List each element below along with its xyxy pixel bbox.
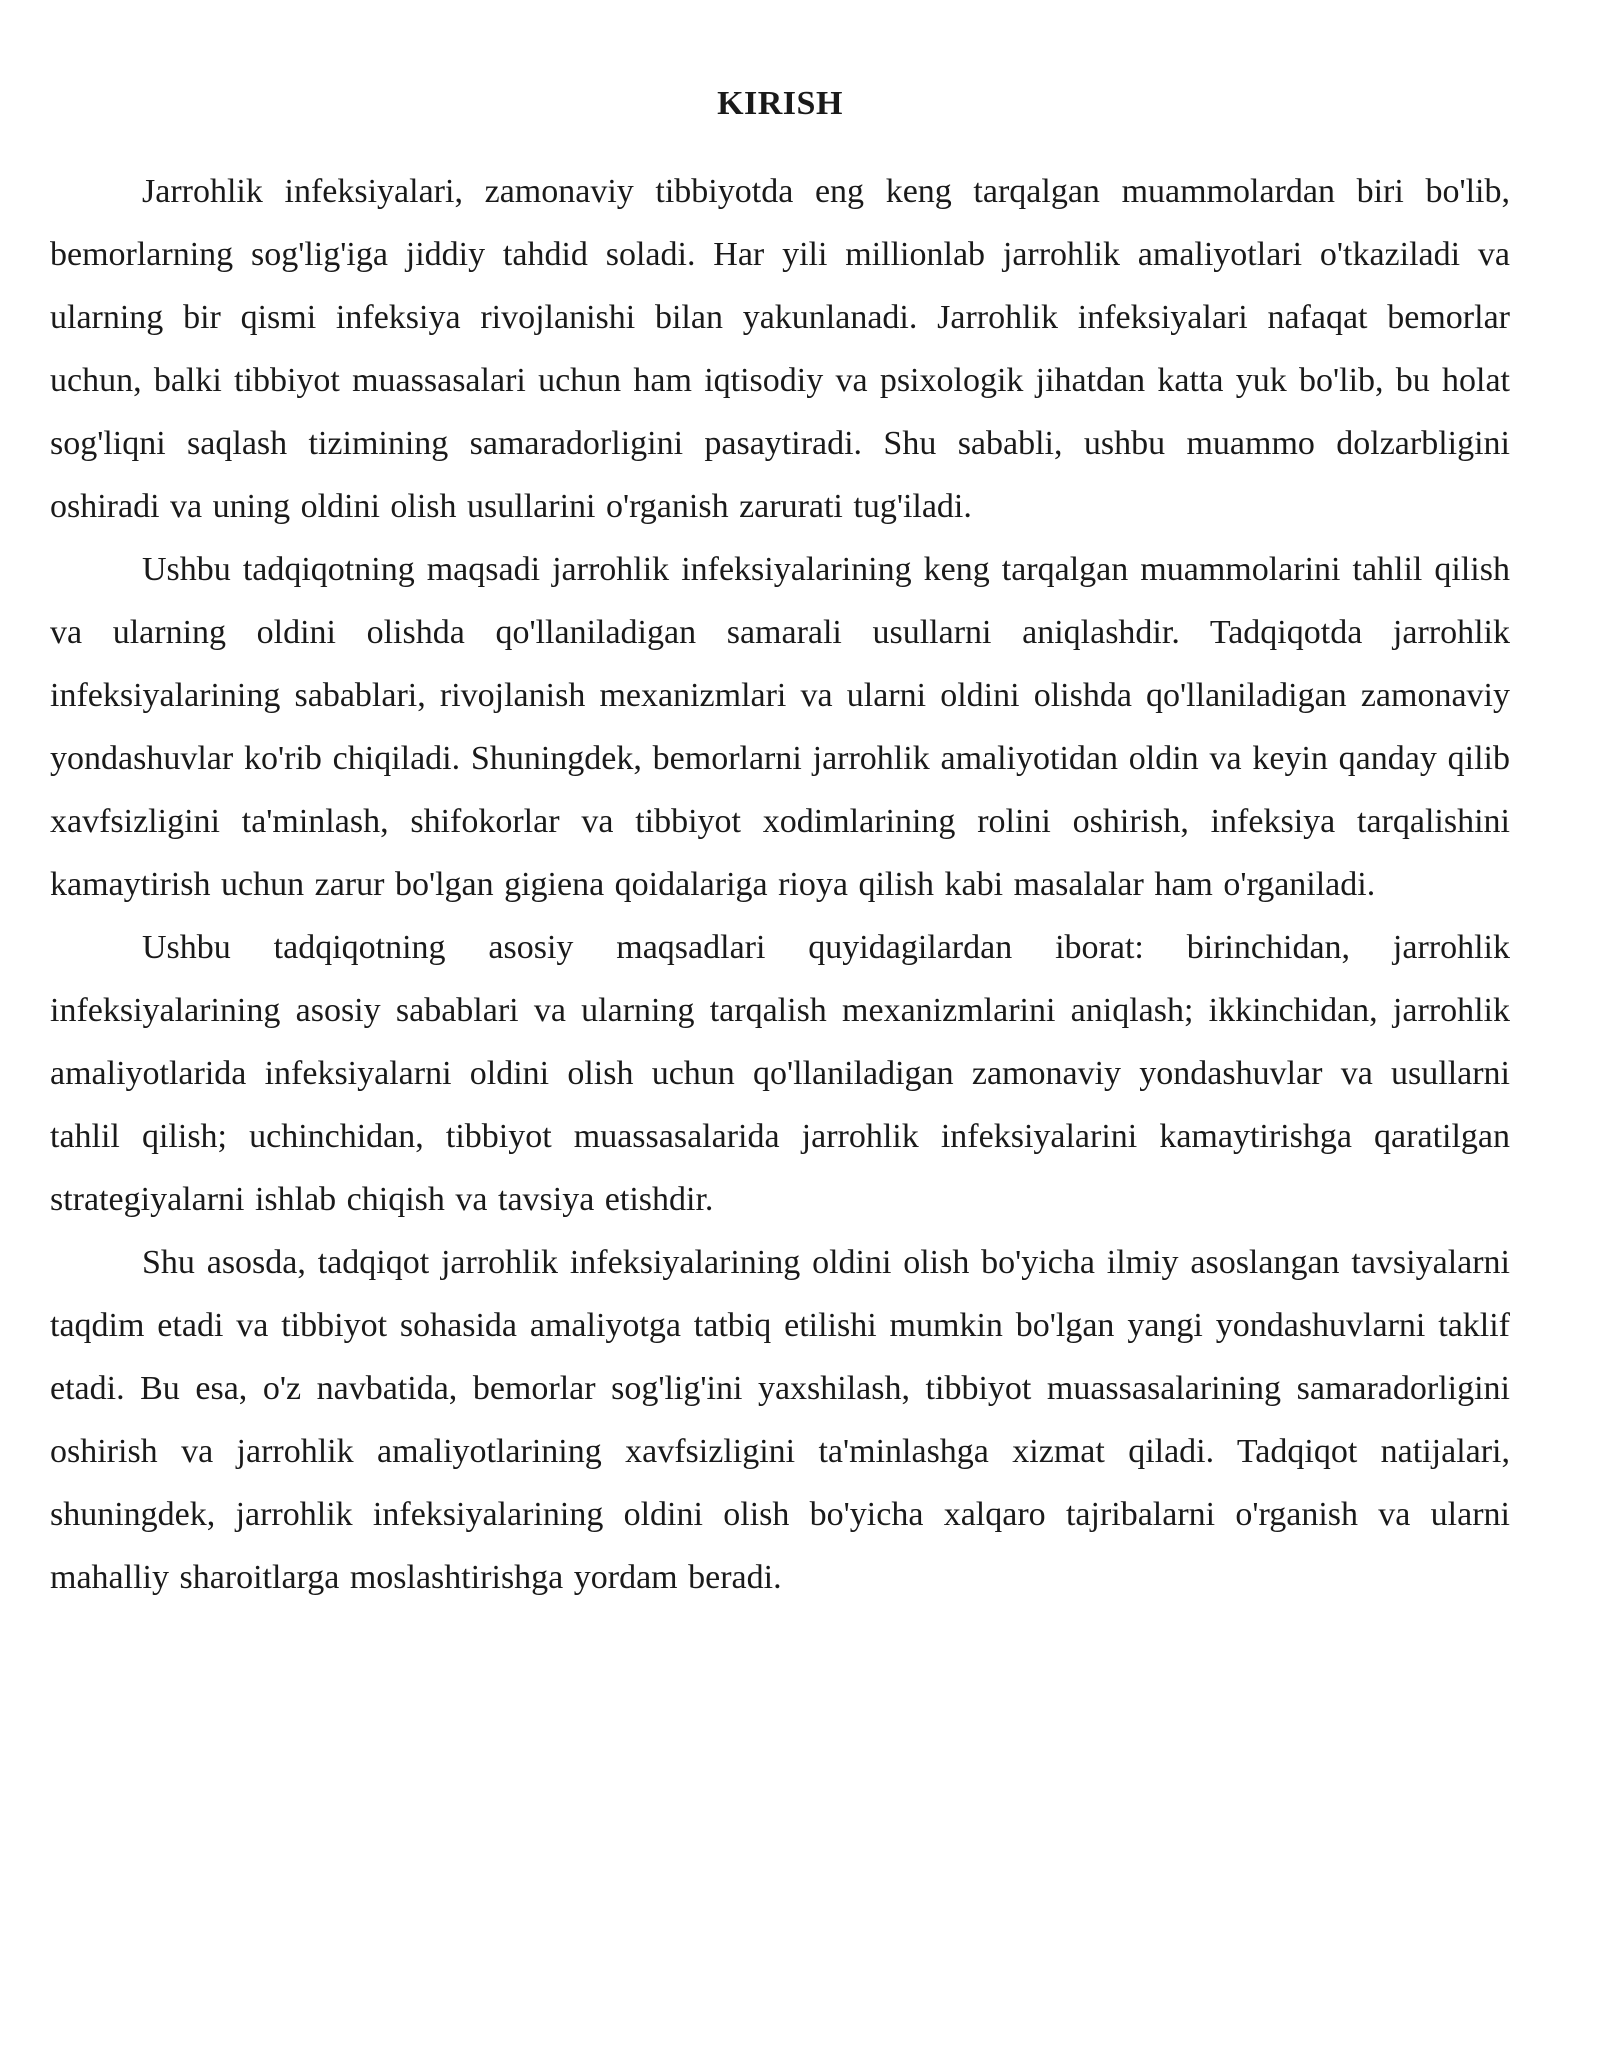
paragraph-4: Shu asosda, tadqiqot jarrohlik infeksiyalarining oldini olish bo'yicha ilmiy asoslangan tavsiyalarni taqdim etadi va tibbiyot sohasida amaliyotga tatbiq etilishi mumkin bo'lgan yangi yondashuvlarni taklif etadi. Bu esa, o'z navbatida, bemorlar sog'lig'ini yaxshilash, tibbiyot muassasalarining samaradorligini oshirish va jarrohlik amaliyotlarining xavfsizligini ta'minlashga xizmat qiladi. Tadqiqot natijalari, shuningdek, jarrohlik infeksiyalarining oldini olish bo'yicha xalqaro tajribalarni o'rganish va ularni mahalliy sharoitlarga moslashtirishga yordam beradi. (50, 1244, 1510, 1596)
paragraph-2: Ushbu tadqiqotning maqsadi jarrohlik infeksiyalarining keng tarqalgan muammolarini tahlil qilish va ularning oldini olishda qo'llaniladigan samarali usullarni aniqlashdir. Tadqiqotda jarrohlik infeksiyalarining sabablari, rivojlanish mexanizmlari va ularni oldini olishda qo'llaniladigan zamonaviy yondashuvlar ko'rib chiqiladi. Shuningdek, bemorlarni jarrohlik amaliyotidan oldin va keyin qanday qilib xavfsizligini ta'minlash, shifokorlar va tibbiyot xodimlarining rolini oshirish, infeksiya tarqalishini kamaytirish uchun zarur bo'lgan gigiena qoidalariga rioya qilish kabi masalalar ham o'rganiladi. (50, 551, 1510, 903)
paragraph-3: Ushbu tadqiqotning asosiy maqsadlari quyidagilardan iborat: birinchidan, jarrohlik infeksiyalarining asosiy sabablari va ularning tarqalish mexanizmlarini aniqlash; ikkinchidan, jarrohlik amaliyotlarida infeksiyalarni oldini olish uchun qo'llaniladigan zamonaviy yondashuvlar va usullarni tahlil qilish; uchinchidan, tibbiyot muassasalarida jarrohlik infeksiyalarini kamaytirishga qaratilgan strategiyalarni ishlab chiqish va tavsiya etishdir. (50, 929, 1510, 1218)
page-title: KIRISH (717, 85, 843, 122)
document-body (50, 160, 1510, 1609)
paragraph-1: Jarrohlik infeksiyalari, zamonaviy tibbiyotda eng keng tarqalgan muammolardan biri bo'lib, bemorlarning sog'lig'iga jiddiy tahdid soladi. Har yili millionlab jarrohlik amaliyotlari o'tkaziladi va ularning bir qismi infeksiya rivojlanishi bilan yakunlanadi. Jarrohlik infeksiyalari nafaqat bemorlar uchun, balki tibbiyot muassasalari uchun ham iqtisodiy va psixologik jihatdan katta yuk bo'lib, bu holat sog'liqni saqlash tizimining samaradorligini pasaytiradi. Shu sababli, ushbu muammo dolzarbligini oshiradi va uning oldini olish usullarini o'rganish zarurati tug'iladi. (50, 173, 1510, 525)
document-page (50, 0, 1510, 1609)
